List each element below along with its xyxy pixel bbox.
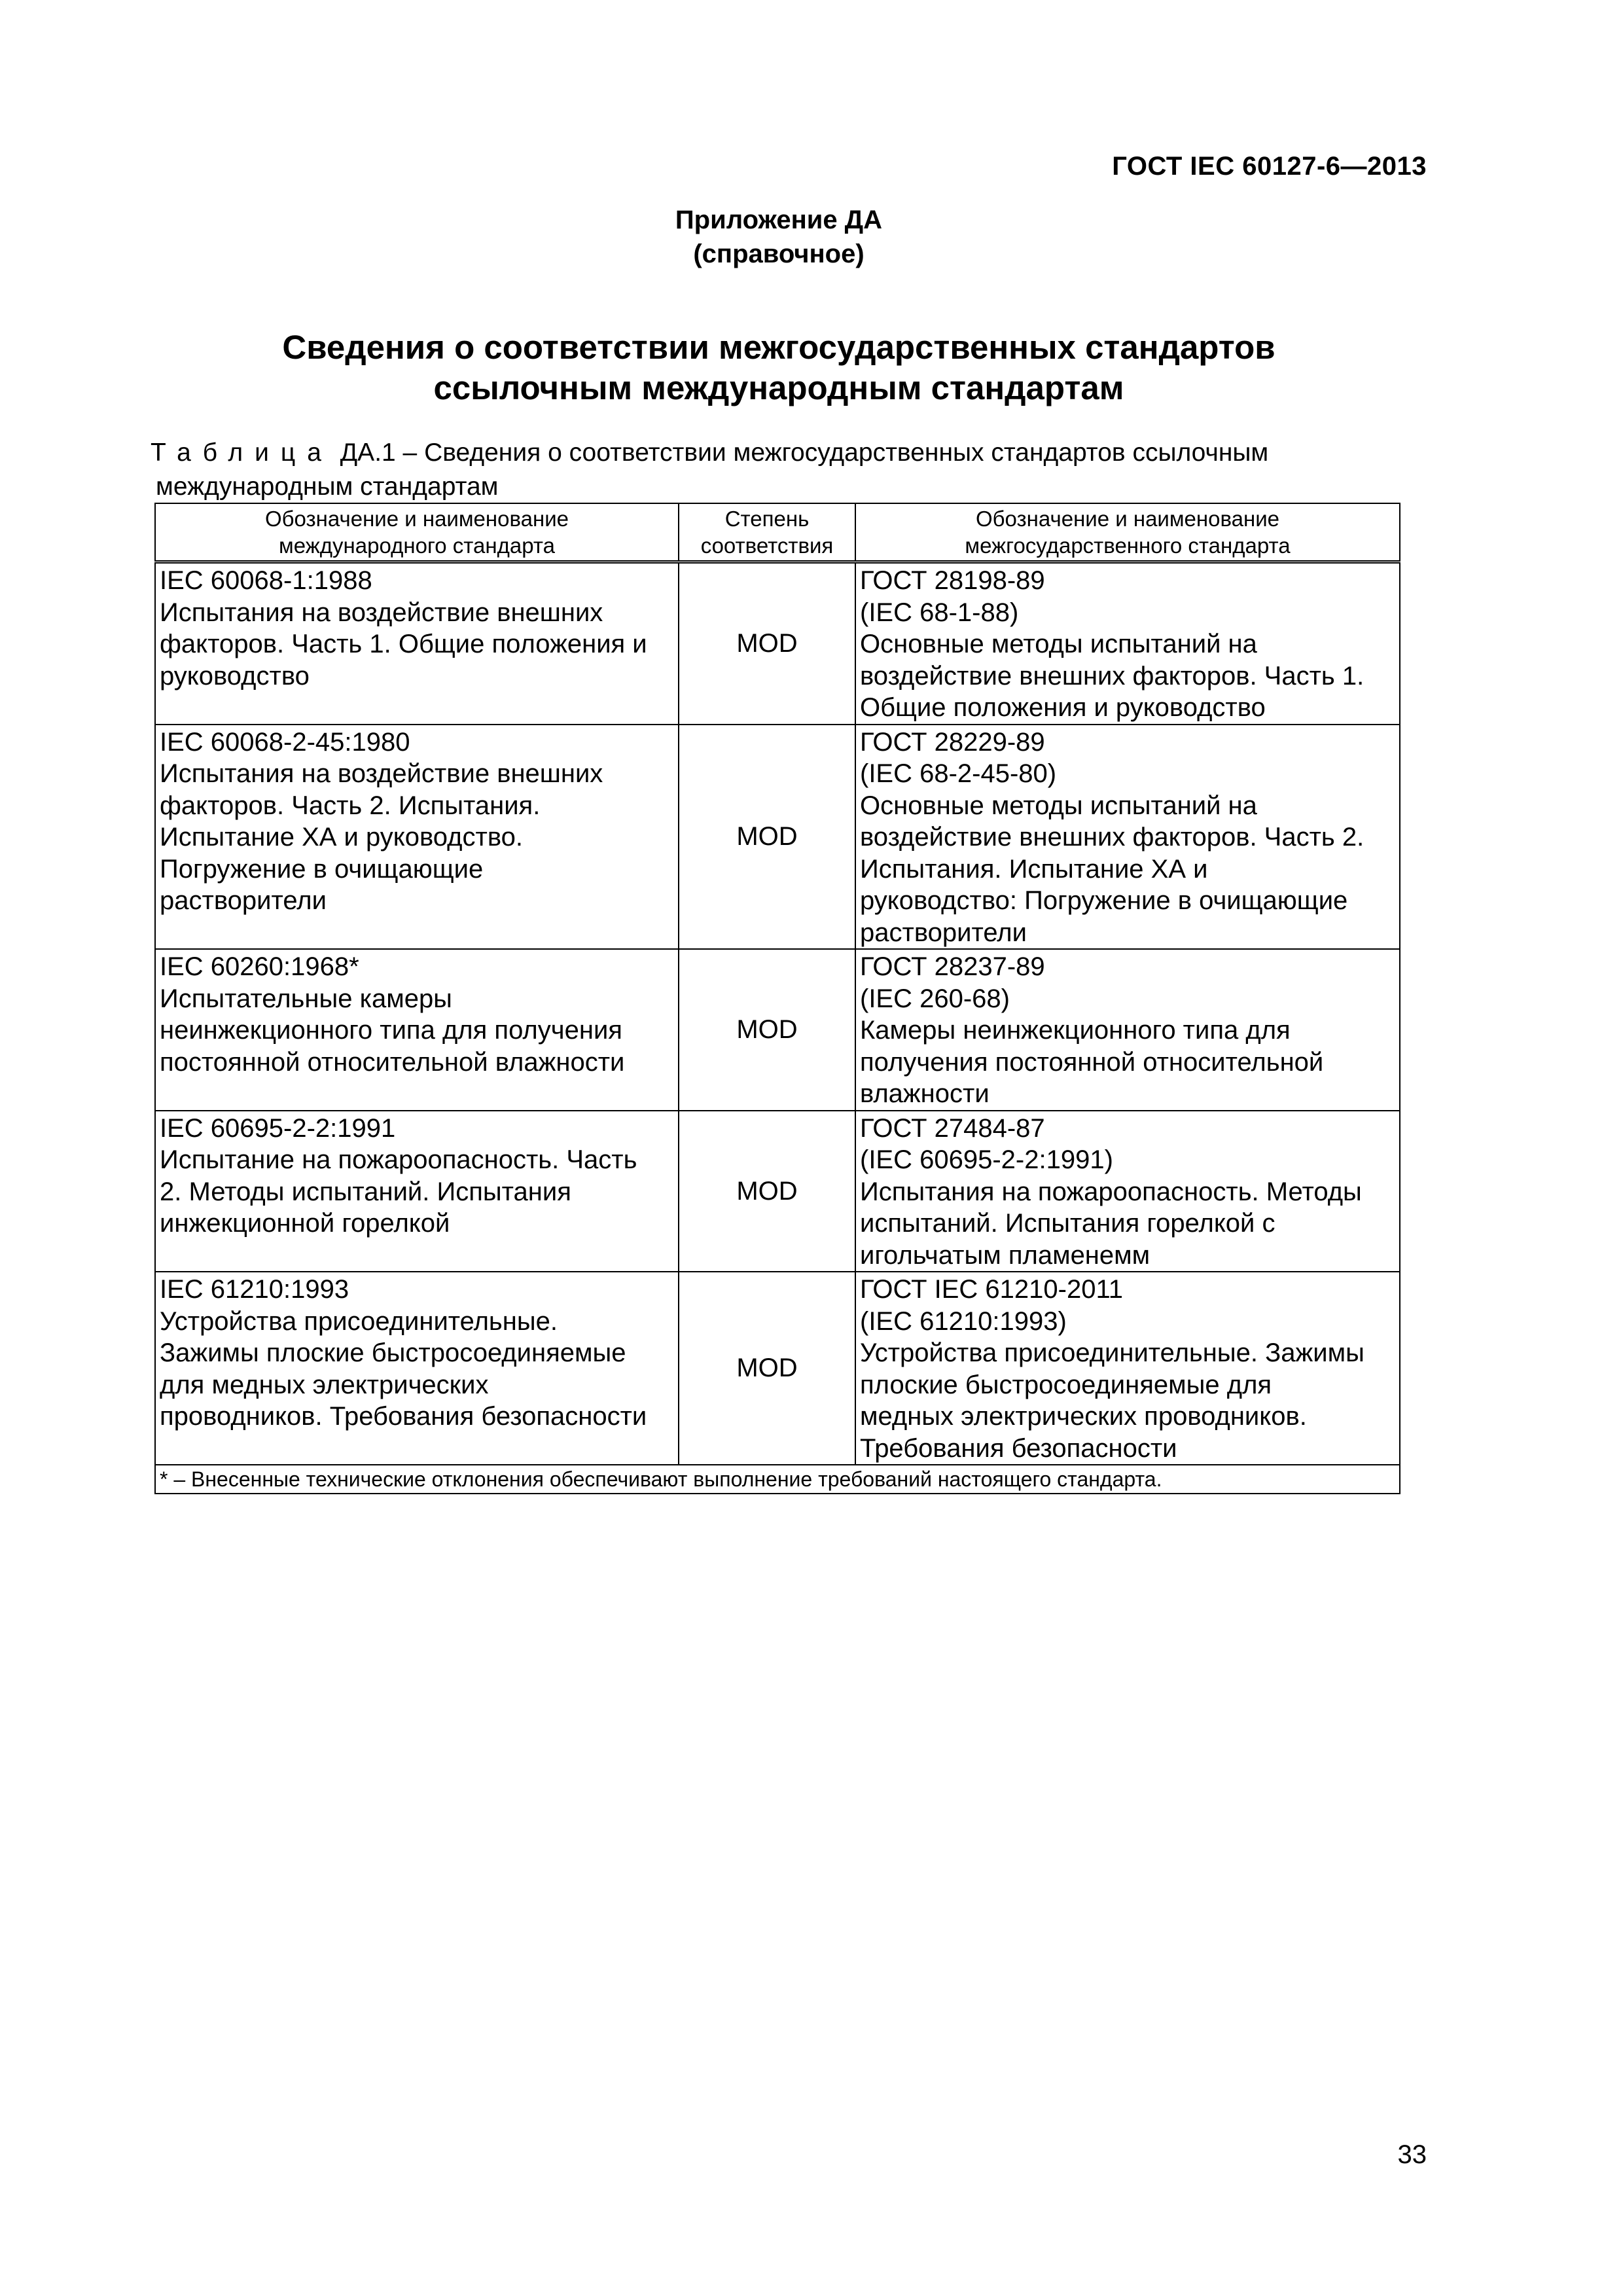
cell-line: Испытания на воздействие внешних: [160, 759, 603, 788]
table-caption-text-line-2: международным стандартам: [156, 473, 499, 501]
cell-line: ГОСТ 28198-89: [860, 566, 1045, 595]
table-caption: [151, 437, 1442, 501]
appendix-subtitle: (справочное): [693, 240, 865, 268]
cell-line: Испытания на воздействие внешних: [160, 598, 603, 627]
cell-line: плоские быстросоединяемые для: [860, 1370, 1272, 1399]
cell-line: влажности: [860, 1079, 990, 1108]
degree-cell: MOD: [679, 1272, 855, 1465]
cell-line: постоянной относительной влажности: [160, 1047, 625, 1077]
cell-line: ГОСТ IEC 61210-2011: [860, 1275, 1123, 1304]
cell-line: проводников. Требования безопасности: [160, 1402, 647, 1431]
cell-line: (IEC 61210:1993): [860, 1306, 1067, 1336]
interstate-standard-cell: [855, 949, 1400, 1111]
degree-cell: MOD: [679, 562, 855, 725]
cell-line: воздействие внешних факторов. Часть 1.: [860, 661, 1364, 691]
cell-line: Испытательные камеры: [160, 984, 452, 1013]
header-international-standard: [155, 503, 679, 562]
cell-line: ГОСТ 28229-89: [860, 727, 1045, 757]
cell-line: (IEC 68-2-45-80): [860, 759, 1057, 788]
table-caption-label: Таблица: [151, 439, 333, 467]
cell-line: растворители: [860, 918, 1027, 947]
appendix-heading: [0, 203, 1558, 271]
cell-line: медных электрических проводников.: [860, 1402, 1307, 1431]
cell-line: получения постоянной относительной: [860, 1047, 1324, 1077]
interstate-standard-cell: [855, 1111, 1400, 1272]
cell-line: IEC 60695-2-2:1991: [160, 1113, 396, 1143]
international-standard-cell: [155, 562, 679, 725]
main-title: [0, 327, 1558, 408]
document-id: ГОСТ IEC 60127-6—2013: [1112, 152, 1427, 181]
cell-line: Испытание на пожароопасность. Часть: [160, 1145, 637, 1174]
cell-line: (IEC 260-68): [860, 984, 1010, 1013]
cell-line: Испытание ХА и руководство.: [160, 823, 523, 852]
cell-line: игольчатым пламенемм: [860, 1240, 1150, 1270]
cell-line: факторов. Часть 1. Общие положения и: [160, 630, 647, 658]
cell-line: Требования безопасности: [860, 1433, 1177, 1463]
cell-line: Устройства присоединительные.: [160, 1306, 558, 1336]
cell-line: Устройства присоединительные. Зажимы: [860, 1338, 1364, 1367]
cell-line: Основные методы испытаний на: [860, 630, 1257, 658]
degree-cell: MOD: [679, 1111, 855, 1272]
cell-line: Испытания на пожароопасность. Методы: [860, 1177, 1362, 1206]
standards-table: [154, 503, 1400, 1494]
cell-line: IEC 60068-1:1988: [160, 566, 372, 595]
table-row: [155, 1111, 1400, 1272]
header-line: Обозначение и наименование: [975, 507, 1279, 531]
interstate-standard-cell: [855, 1272, 1400, 1465]
table-caption-text: ДА.1 – Сведения о соответствии межгосударственных стандартов ссылочным: [340, 439, 1269, 467]
cell-line: Погружение в очищающие: [160, 854, 484, 884]
cell-line: Испытания. Испытание ХА и: [860, 854, 1208, 884]
cell-line: (IEC 68-1-88): [860, 598, 1019, 627]
page-number: 33: [1397, 2140, 1427, 2169]
header-line: соответствия: [700, 533, 834, 558]
appendix-title: Приложение ДА: [675, 206, 883, 234]
cell-line: Основные методы испытаний на: [860, 791, 1257, 820]
header-line: Обозначение и наименование: [264, 507, 569, 531]
header-line: межгосударственного стандарта: [965, 533, 1291, 558]
cell-line: неинжекционного типа для получения: [160, 1016, 622, 1045]
cell-line: факторов. Часть 2. Испытания.: [160, 791, 541, 820]
table-body: [155, 562, 1400, 1465]
main-title-line-1: Сведения о соответствии межгосударственных стандартов: [282, 329, 1275, 366]
table-footnote-row: [155, 1465, 1400, 1494]
header-degree: [679, 503, 855, 562]
interstate-standard-cell: [855, 562, 1400, 725]
cell-line: испытаний. Испытания горелкой с: [860, 1209, 1275, 1238]
cell-line: ГОСТ 28237-89: [860, 952, 1045, 981]
header-line: международного стандарта: [279, 533, 555, 558]
header-interstate-standard: [855, 503, 1400, 562]
table-row: [155, 1272, 1400, 1465]
degree-cell: MOD: [679, 725, 855, 950]
international-standard-cell: [155, 1272, 679, 1465]
cell-line: IEC 61210:1993: [160, 1275, 349, 1304]
interstate-standard-cell: [855, 725, 1400, 950]
cell-line: Зажимы плоские быстросоединяемые: [160, 1338, 626, 1367]
cell-line: (IEC 60695-2-2:1991): [860, 1145, 1113, 1174]
cell-line: для медных электрических: [160, 1370, 489, 1399]
international-standard-cell: [155, 1111, 679, 1272]
cell-line: IEC 60068-2-45:1980: [160, 727, 410, 757]
cell-line: 2. Методы испытаний. Испытания: [160, 1177, 571, 1206]
cell-line: IEC 60260:1968*: [160, 952, 359, 981]
header-line: Степень: [724, 507, 810, 531]
cell-line: Общие положения и руководство: [860, 693, 1266, 722]
table-footnote: * – Внесенные технические отклонения обеспечивают выполнение требований настоящего стандарта.: [155, 1465, 1400, 1494]
cell-line: инжекционной горелкой: [160, 1209, 450, 1238]
cell-line: Камеры неинжекционного типа для: [860, 1016, 1291, 1045]
cell-line: ГОСТ 27484-87: [860, 1113, 1045, 1143]
table-row: [155, 562, 1400, 725]
cell-line: руководство: [160, 661, 310, 691]
international-standard-cell: [155, 949, 679, 1111]
table-row: [155, 949, 1400, 1111]
table-header-row: [155, 503, 1400, 562]
table-row: [155, 725, 1400, 950]
cell-line: руководство: Погружение в очищающие: [860, 886, 1348, 915]
degree-cell: MOD: [679, 949, 855, 1111]
cell-line: воздействие внешних факторов. Часть 2.: [860, 823, 1364, 852]
international-standard-cell: [155, 725, 679, 950]
main-title-line-2: ссылочным международным стандартам: [433, 369, 1124, 406]
cell-line: растворители: [160, 886, 327, 915]
